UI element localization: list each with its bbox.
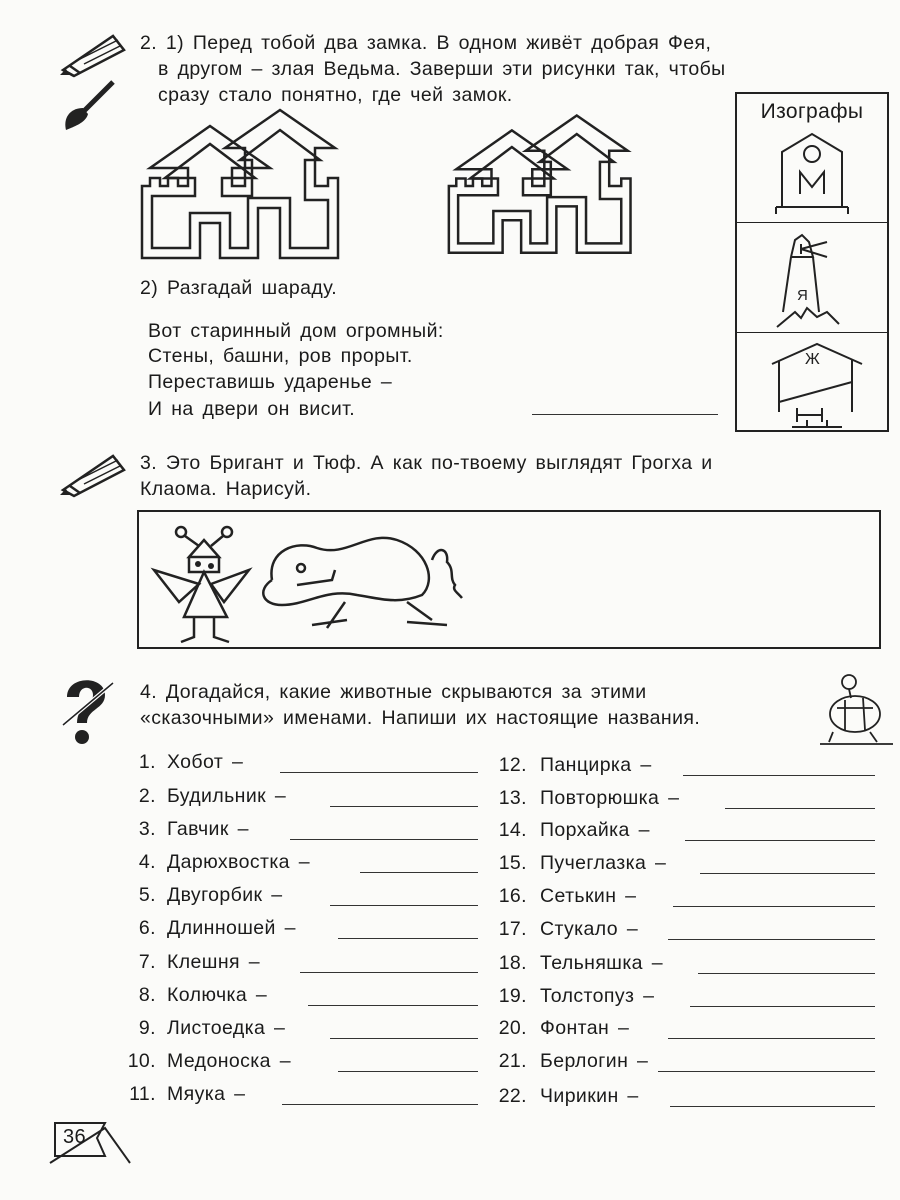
answer-item-number — [116, 851, 156, 874]
answer-field[interactable] — [668, 1038, 875, 1039]
fairy-name-label: Пучеглазка – — [540, 852, 667, 874]
answer-item-number — [487, 952, 527, 975]
fairy-name-label: Чирикин – — [540, 1085, 639, 1107]
isografs-title: Изографы — [760, 100, 864, 123]
fairy-name-label: Сетькин – — [540, 885, 637, 907]
fairy-name-label: Длинношей – — [167, 917, 296, 939]
pencil-icon — [58, 28, 128, 78]
task2-line: в другом – злая Ведьма. Заверши эти рисунки так, чтобы — [158, 58, 726, 80]
isograph-house-om — [772, 132, 852, 217]
paintbrush-icon — [58, 78, 118, 133]
item-number: 8. — [138, 984, 156, 1006]
fairy-name-label: Хобот – — [167, 751, 244, 773]
answer-field[interactable] — [725, 808, 875, 809]
answer-item-number — [116, 884, 156, 907]
fairy-name-label: Гавчик – — [167, 818, 249, 840]
item-number: 17. — [498, 918, 527, 940]
riddle-answer-field[interactable] — [532, 414, 718, 415]
answer-field[interactable] — [698, 973, 875, 974]
item-number: 1. — [138, 751, 156, 773]
answer-field[interactable] — [683, 775, 875, 776]
answer-field[interactable] — [668, 939, 875, 940]
fairy-name-label: Будильник – — [167, 785, 287, 807]
answer-item-number — [487, 885, 527, 908]
item-number: 11. — [129, 1083, 156, 1105]
answer-item-number — [116, 1050, 156, 1073]
item-number: 15. — [498, 852, 527, 874]
answer-field[interactable] — [300, 972, 478, 973]
answer-field[interactable] — [330, 1038, 478, 1039]
fairy-name-label: Клешня – — [167, 951, 261, 973]
item-number: 13. — [498, 787, 527, 809]
fairy-name-label: Фонтан – — [540, 1017, 630, 1039]
answer-item-number — [116, 751, 156, 774]
item-number: 5. — [138, 884, 156, 906]
svg-text:Я: Я — [797, 287, 809, 304]
answer-field[interactable] — [670, 1106, 875, 1107]
answer-item-number — [116, 917, 156, 940]
fairy-name-label: Повторюшка – — [540, 787, 680, 809]
answer-item-number — [116, 1017, 156, 1040]
answer-field[interactable] — [330, 806, 478, 807]
drawing-area[interactable] — [137, 510, 881, 649]
fairy-name-label: Панцирка – — [540, 754, 652, 776]
task2-line: сразу стало понятно, где чей замок. — [158, 84, 513, 106]
answer-field[interactable] — [658, 1071, 875, 1072]
item-number: 16. — [498, 885, 527, 907]
answer-field[interactable] — [338, 1071, 478, 1072]
item-number: 7. — [138, 951, 156, 973]
svg-text:Ж: Ж — [805, 351, 821, 368]
task3-line: Клаома. Нарисуй. — [140, 478, 312, 500]
answer-item-number — [487, 918, 527, 941]
answer-field[interactable] — [685, 840, 875, 841]
answer-field[interactable] — [308, 1005, 478, 1006]
answer-item-number — [116, 951, 156, 974]
item-number: 14. — [498, 819, 527, 841]
fairy-name-label: Двугорбик – — [167, 884, 283, 906]
answer-item-number — [487, 1050, 527, 1073]
fairy-name-label: Стукало – — [540, 918, 639, 940]
fairy-name-label: Порхайка – — [540, 819, 650, 841]
answer-field[interactable] — [282, 1104, 478, 1105]
item-number: 10. — [127, 1050, 156, 1072]
item-number: 18. — [498, 952, 527, 974]
answer-item-number — [487, 1017, 527, 1040]
turtle-illustration — [815, 672, 895, 747]
answer-field[interactable] — [290, 839, 478, 840]
fairy-name-label: Листоедка – — [167, 1017, 286, 1039]
item-number: 2. — [138, 785, 156, 807]
answer-field[interactable] — [700, 873, 875, 874]
page-number: 36 — [63, 1126, 87, 1148]
answer-item-number — [487, 985, 527, 1008]
poem-line: И на двери он висит. — [148, 398, 356, 420]
isograph-lighthouse — [777, 232, 857, 327]
item-number: 4. — [138, 851, 156, 873]
answer-item-number — [116, 818, 156, 841]
item-number: 9. — [138, 1017, 156, 1039]
castle-outline-left — [140, 108, 345, 263]
fairy-name-label: Берлогин – — [540, 1050, 649, 1072]
poem-line: Стены, башни, ров прорыт. — [148, 345, 413, 367]
isografs-panel — [735, 92, 889, 432]
pencil-icon — [58, 448, 128, 498]
answer-item-number — [487, 1085, 527, 1108]
fairy-name-label: Толстопуз – — [540, 985, 655, 1007]
poem-line: Переставишь ударенье – — [148, 371, 393, 393]
task2-part2-title: 2) Разгадай шараду. — [140, 277, 338, 299]
answer-field[interactable] — [338, 938, 478, 939]
brigant-figure — [149, 512, 249, 642]
castle-outline-right — [447, 108, 637, 263]
fairy-name-label: Колючка – — [167, 984, 268, 1006]
answer-item-number — [487, 787, 527, 810]
answer-item-number — [487, 754, 527, 777]
answer-field[interactable] — [360, 872, 478, 873]
tyuf-figure — [257, 520, 477, 640]
item-number: 12. — [498, 754, 527, 776]
fairy-name-label: Медоноска – — [167, 1050, 291, 1072]
item-number: 19. — [498, 985, 527, 1007]
question-mark-pen-icon — [55, 675, 115, 750]
fairy-name-label: Дарюхвостка – — [167, 851, 310, 873]
fairy-name-label: Тельняшка – — [540, 952, 663, 974]
answer-item-number — [116, 1083, 156, 1106]
item-number: 20. — [498, 1017, 527, 1039]
answer-field[interactable] — [330, 905, 478, 906]
isograph-barn — [767, 342, 867, 427]
item-number: 6. — [138, 917, 156, 939]
answer-item-number — [116, 984, 156, 1007]
answer-item-number — [487, 852, 527, 875]
page-number-flag — [45, 1118, 135, 1168]
answer-field[interactable] — [673, 906, 875, 907]
poem-line: Вот старинный дом огромный: — [148, 320, 444, 342]
task4-line: 4. Догадайся, какие животные скрываются за этими — [140, 681, 647, 703]
answer-item-number — [487, 819, 527, 842]
item-number: 22. — [498, 1085, 527, 1107]
item-number: 3. — [138, 818, 156, 840]
answer-field[interactable] — [690, 1006, 875, 1007]
task2-line: 2. 1) Перед тобой два замка. В одном живёт добрая Фея, — [140, 32, 712, 54]
fairy-name-label: Мяука – — [167, 1083, 246, 1105]
answer-field[interactable] — [280, 772, 478, 773]
answer-item-number — [116, 785, 156, 808]
item-number: 21. — [498, 1050, 527, 1072]
task3-line: 3. Это Бригант и Тюф. А как по-твоему выглядят Грогха и — [140, 452, 713, 474]
task4-line: «сказочными» именами. Напиши их настоящие названия. — [140, 707, 701, 729]
